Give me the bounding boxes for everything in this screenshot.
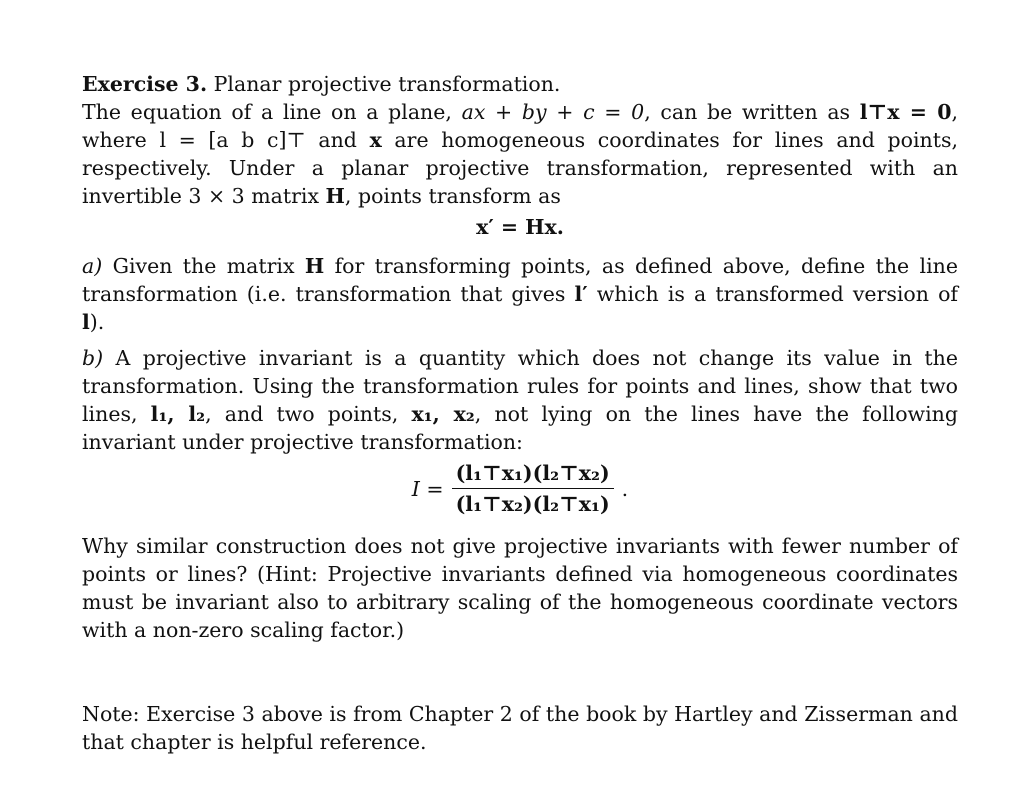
intro-text-6: , points transform as — [344, 184, 561, 208]
part-b-text-3: , not lying on the lines have the following invariant under projective transformation: — [82, 402, 958, 454]
part-b-text-2: , and two points, — [205, 402, 412, 426]
two-points-symbols: x₁, x₂ — [411, 402, 475, 426]
transformed-line-symbol: l′ — [574, 282, 588, 306]
exercise-intro — [82, 70, 958, 210]
part-a-text-1: Given the matrix — [102, 254, 305, 278]
invariant-numerator: (l₁⊤x₁)(l₂⊤x₂) — [452, 460, 614, 489]
why-question: Why similar construction does not give projective invariants with fewer number of points or lines? (Hint: Projective invariants defined via homogeneous coordinates must be invariant also to arbitrary scaling of the homogeneous coordinate vectors with a non-zero scaling factor.) — [82, 534, 958, 642]
line-vector-definition: l = [a b c]⊤ — [159, 128, 306, 152]
invariant-lhs: I = — [411, 476, 444, 501]
line-equation: ax + by + c = 0 — [461, 100, 645, 124]
part-a-text-2: for transforming points, as defined above, define the line transformation (i.e. transformation that gives — [82, 254, 958, 306]
invariant-denominator: (l₁⊤x₂)(l₂⊤x₁) — [455, 492, 610, 516]
part-b-label: b) — [82, 346, 104, 370]
intro-text-5: are homogeneous coordinates for lines and points, respectively. Under a planar projective transformation, represented with an invertible 3 × 3 matrix — [82, 128, 958, 208]
intro-text-1: The equation of a line on a plane, — [82, 100, 462, 124]
intro-text-3: , where — [82, 100, 959, 152]
part-a — [82, 252, 958, 336]
point-transform-equation: x′ = Hx. — [476, 215, 564, 239]
part-b — [82, 344, 958, 456]
part-a-label: a) — [82, 254, 103, 278]
two-lines-symbols: l₁, l₂ — [150, 402, 206, 426]
intro-text-2: , can be written as — [644, 100, 860, 124]
line-symbol: l — [82, 310, 90, 334]
invariant-equation — [82, 460, 958, 530]
part-a-text-3: which is a transformed version of — [587, 282, 958, 306]
invariant-period: . — [621, 476, 629, 501]
dot-equation: l⊤x = 0 — [859, 100, 952, 124]
exercise-title: Planar projective transformation. — [213, 72, 561, 96]
part-a-matrix: H — [304, 254, 325, 278]
part-b-text-1: A projective invariant is a quantity which does not change its value in the transformation. Using the transformation rules for points and lines, show that two lines, — [82, 346, 958, 426]
intro-text-4: and — [305, 128, 370, 152]
matrix-symbol: H — [325, 184, 345, 208]
part-a-text-4: ). — [89, 310, 105, 334]
invariant-fraction — [452, 460, 614, 517]
exercise-heading: Exercise 3. — [82, 72, 208, 96]
reference-note: Note: Exercise 3 above is from Chapter 2 of the book by Hartley and Zisserman and that chapter is helpful reference. — [82, 702, 958, 754]
point-vector-symbol: x — [369, 128, 382, 152]
exercise-content — [82, 70, 958, 756]
